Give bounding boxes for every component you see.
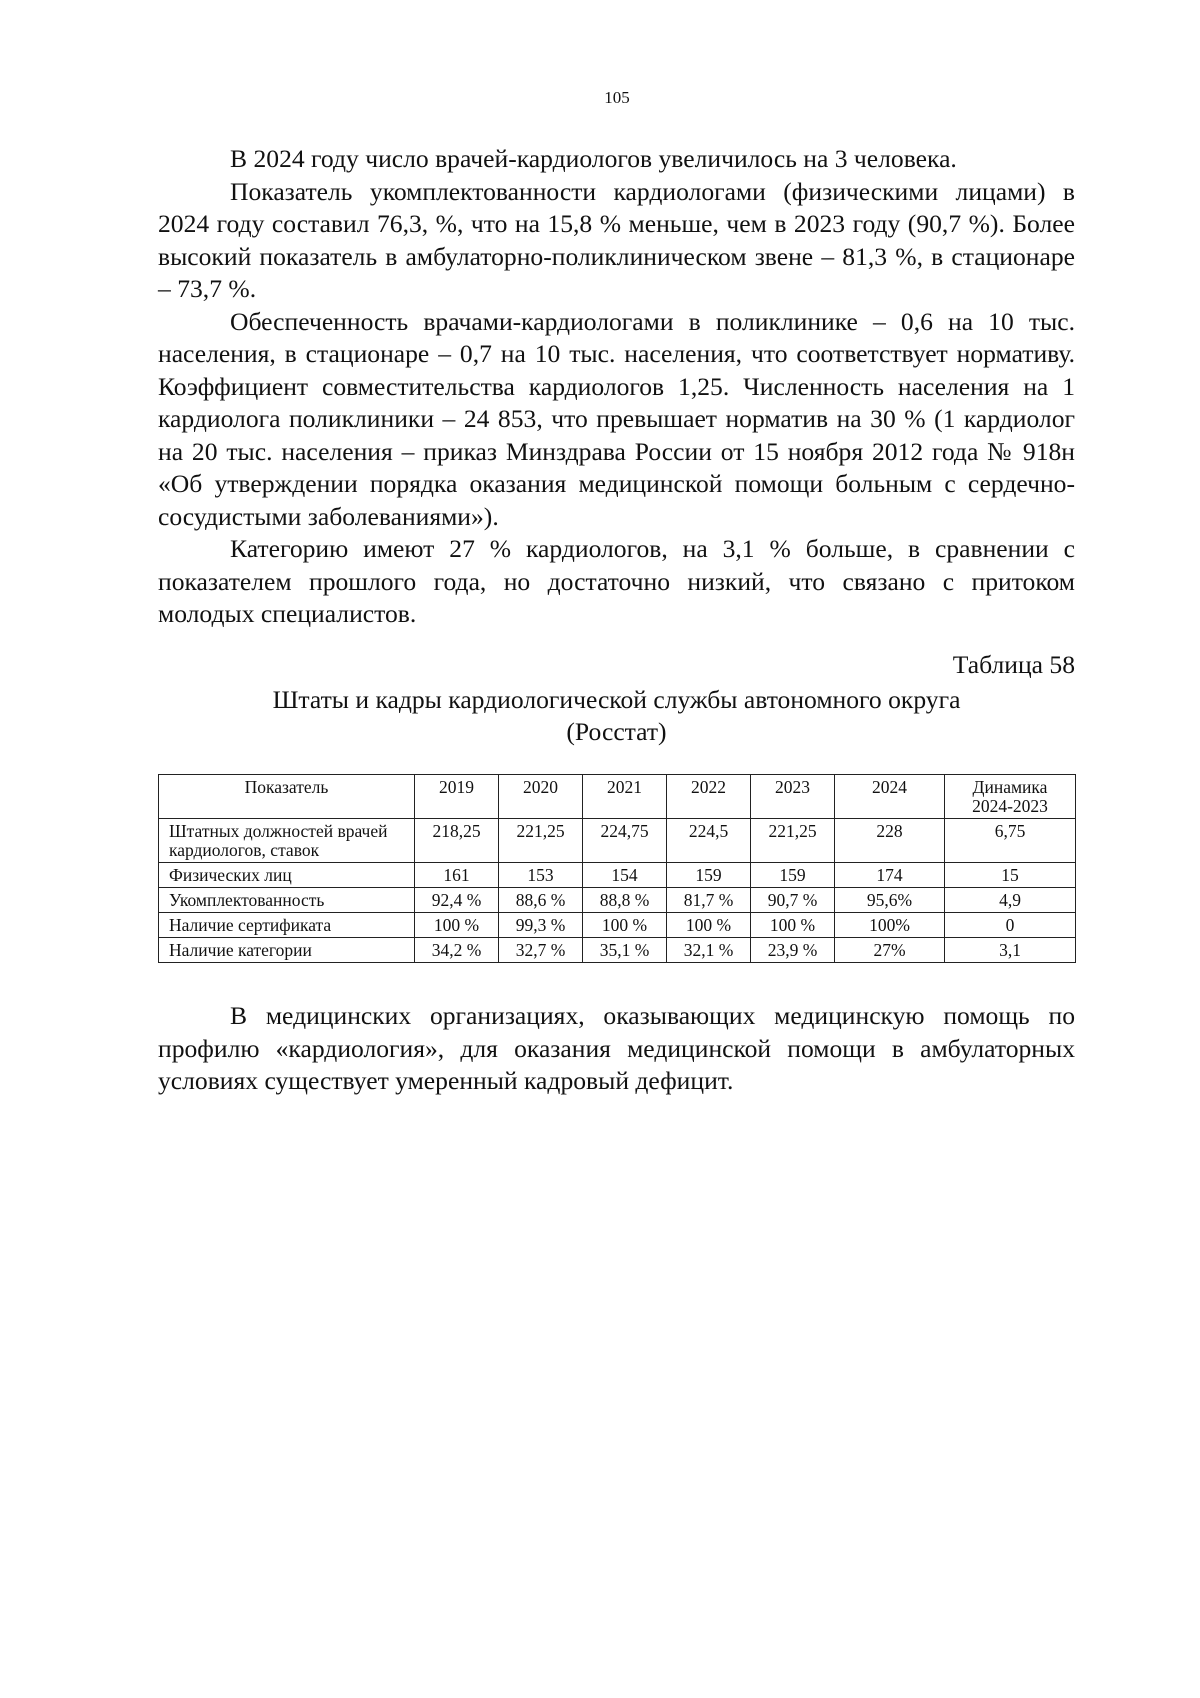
table-cell: 100 % [583,913,667,938]
table-cell: 221,25 [751,819,835,863]
table-cell: 32,7 % [499,938,583,963]
header-cell: 2019 [415,775,499,819]
table-cell: 34,2 % [415,938,499,963]
table-cell: 153 [499,863,583,888]
table-cell: 174 [835,863,945,888]
header-cell: Динамика 2024-2023 [945,775,1076,819]
table-cell: 95,6% [835,888,945,913]
table-cell: 100 % [751,913,835,938]
table-cell: 100 % [667,913,751,938]
table-cell: 81,7 % [667,888,751,913]
table-cell: 92,4 % [415,888,499,913]
table-cell: 99,3 % [499,913,583,938]
staffing-table [158,774,1076,963]
paragraph-5: В медицинских организациях, оказывающих медицинскую помощь по профилю «кардиология», для оказания медицинской помощи в амбулаторных условиях существует умеренный кадровый дефицит. [158,1001,1075,1095]
page-number: 105 [604,88,630,107]
table-cell: 224,75 [583,819,667,863]
table-cell: 6,75 [945,819,1076,863]
row-label-cell: Штатных должностей врачей кардиологов, ставок [159,819,415,863]
table-row [159,888,1076,913]
table-cell: 221,25 [499,819,583,863]
document-body [158,143,1075,1098]
table-cell: 15 [945,863,1076,888]
table-cell: 0 [945,913,1076,938]
table-cell: 161 [415,863,499,888]
table-cell: 4,9 [945,888,1076,913]
paragraph-3: Обеспеченность врачами-кардиологами в поликлинике – 0,6 на 10 тыс. населения, в стационаре – 0,7 на 10 тыс. населения, что соответствует нормативу. Коэффициент совместительства кардиологов 1,25. Численность населения на 1 кардиолога поликлиники – 24 853, что превышает норматив на 30 % (1 кардиолог на 20 тыс. населения – приказ Минздрава России от 15 ноября 2012 года № 918н «Об утверждении порядка оказания медицинской помощи больным с сердечно-сосудистыми заболеваниями»). [158,306,1075,531]
header-cell: Показатель [159,775,415,819]
table-header-row [159,775,1076,819]
paragraph-4: Категорию имеют 27 % кардиологов, на 3,1 % больше, в сравнении с показателем прошлого года, но достаточно низкий, что связано с притоком молодых специалистов. [158,534,1075,628]
table-title [158,684,1075,748]
paragraph-1: В 2024 году число врачей-кардиологов увеличилось на 3 человека. [230,144,957,173]
table-cell: 88,6 % [499,888,583,913]
table-cell: 224,5 [667,819,751,863]
table-cell: 90,7 % [751,888,835,913]
header-cell: 2023 [751,775,835,819]
table-cell: 159 [667,863,751,888]
header-cell: 2020 [499,775,583,819]
table-title-line-2: (Росстат) [566,717,667,746]
row-label-cell: Наличие сертификата [159,913,415,938]
table-cell: 154 [583,863,667,888]
table-title-line-1: Штаты и кадры кардиологической службы автономного округа [272,685,961,714]
table-cell: 218,25 [415,819,499,863]
paragraph-2: Показатель укомплектованности кардиологами (физическими лицами) в 2024 году составил 76,3, %, что на 15,8 % меньше, чем в 2023 году (90,7 %). Более высокий показатель в амбулаторно-поликлиническом звене – 81,3 %, в стационаре – 73,7 %. [158,176,1075,303]
table-cell: 100 % [415,913,499,938]
table-cell: 23,9 % [751,938,835,963]
header-cell: 2021 [583,775,667,819]
table-row [159,819,1076,863]
table-cell: 3,1 [945,938,1076,963]
table-cell: 35,1 % [583,938,667,963]
header-cell: 2024 [835,775,945,819]
table-row [159,938,1076,963]
table-cell: 32,1 % [667,938,751,963]
table-cell: 159 [751,863,835,888]
header-cell: 2022 [667,775,751,819]
table-cell: 228 [835,819,945,863]
row-label-cell: Укомплектованность [159,888,415,913]
row-label-cell: Наличие категории [159,938,415,963]
table-cell: 27% [835,938,945,963]
table-label: Таблица 58 [952,649,1075,679]
row-label-cell: Физических лиц [159,863,415,888]
table-row [159,863,1076,888]
table-cell: 100% [835,913,945,938]
table-cell: 88,8 % [583,888,667,913]
table-row [159,913,1076,938]
